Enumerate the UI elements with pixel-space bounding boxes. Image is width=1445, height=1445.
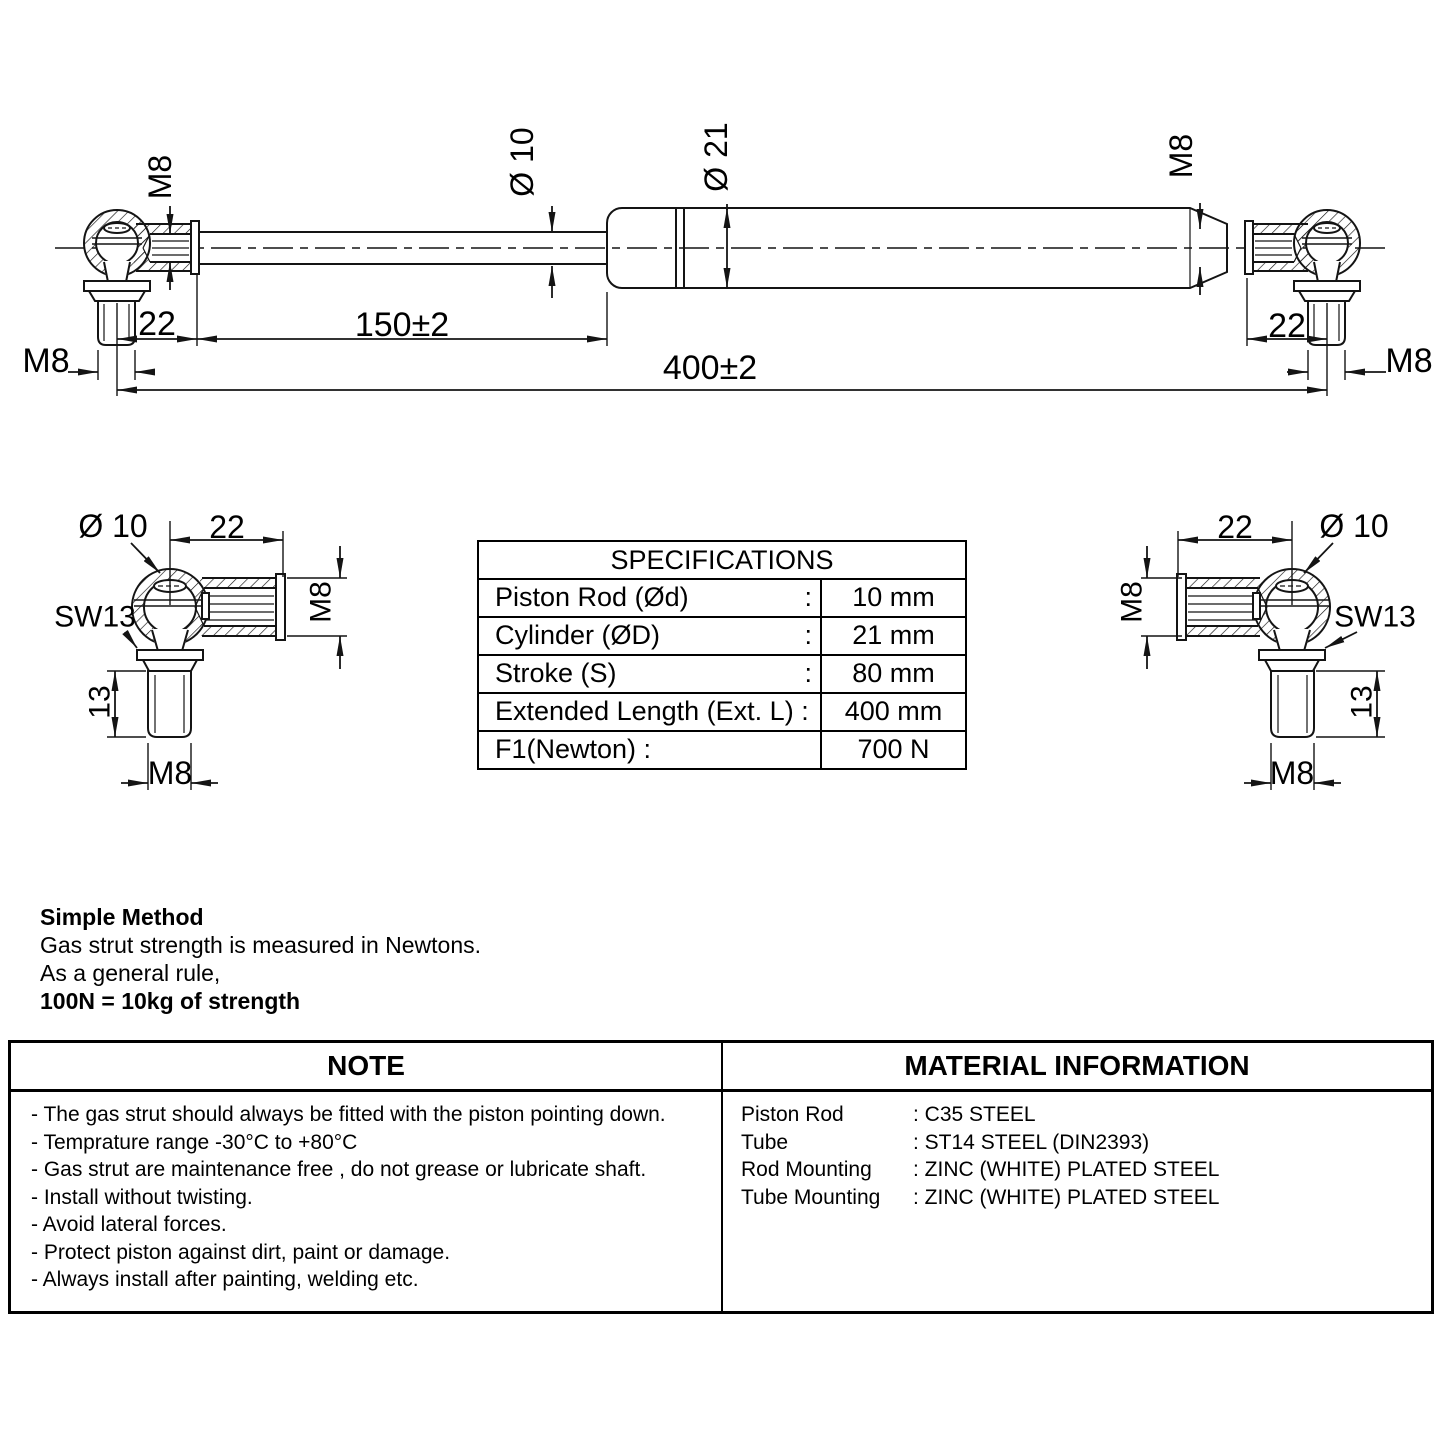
note-item: - Avoid lateral forces. (31, 1213, 227, 1236)
spec-value: 700 N (857, 734, 930, 764)
note-item: - Temprature range -30°C to +80°C (31, 1130, 358, 1154)
material-value: : ST14 STEEL (DIN2393) (913, 1130, 1150, 1154)
method-line: Gas strut strength is measured in Newtons. (40, 932, 482, 958)
material-row (741, 1184, 1425, 1212)
spec-row-cylinder (479, 616, 965, 654)
dim-label-left-stud-thread: M8 (22, 342, 70, 380)
material-name: Tube (741, 1130, 789, 1154)
right-detail-width-label: 22 (1217, 509, 1253, 545)
spec-row-extended-length (479, 692, 965, 730)
method-line: As a general rule, (40, 960, 221, 986)
material-name: Tube Mounting (741, 1185, 881, 1209)
main-strut-drawing (22, 122, 1432, 396)
spec-label: Cylinder (ØD) (495, 620, 661, 650)
dim-label-left-offset: 22 (138, 305, 176, 343)
note-material-table (8, 1040, 1434, 1314)
spec-label: Stroke (S) (495, 658, 617, 688)
note-header: NOTE (11, 1043, 723, 1089)
method-rule: 100N = 10kg of strength (40, 988, 301, 1014)
left-detail-width-label: 22 (209, 509, 245, 545)
dim-label-total-length: 400±2 (662, 349, 758, 387)
spec-label: Piston Rod (Ød) (495, 582, 689, 612)
right-detail-ball-dia-label: Ø 10 (1319, 508, 1389, 544)
spec-value: 10 mm (852, 582, 935, 612)
left-detail-socket-thread-label: M8 (304, 581, 338, 623)
right-detail-socket-thread-label: M8 (1115, 581, 1149, 623)
dim-label-rod-diameter: Ø 10 (504, 127, 540, 197)
spec-value: 21 mm (852, 620, 935, 650)
material-row (741, 1156, 1425, 1184)
material-row (741, 1129, 1425, 1157)
spec-row-piston-rod (479, 578, 965, 616)
right-detail-stud-length-label: 13 (1345, 685, 1379, 719)
left-detail-hex-label: SW13 (54, 600, 136, 634)
dim-label-cylinder-diameter: Ø 21 (698, 122, 734, 192)
material-name: Piston Rod (741, 1103, 844, 1126)
left-ball-socket-detail (54, 508, 347, 791)
material-value: : ZINC (WHITE) PLATED STEEL (913, 1185, 1220, 1209)
left-detail-stud-thread-label: M8 (147, 755, 193, 791)
dim-label-right-stud-thread: M8 (1385, 342, 1433, 380)
material-value: : ZINC (WHITE) PLATED STEEL (913, 1158, 1220, 1181)
material-list (723, 1092, 1431, 1311)
spec-colon: : (804, 658, 812, 688)
note-item: - Always install after painting, welding etc. (31, 1268, 419, 1291)
material-row (741, 1101, 1425, 1129)
material-name: Rod Mounting (741, 1158, 872, 1181)
spec-table-title: SPECIFICATIONS (610, 545, 834, 575)
dim-label-tube-thread: M8 (1163, 133, 1199, 179)
dim-label-rod-thread: M8 (142, 154, 178, 200)
left-detail-stud-length-label: 13 (83, 685, 117, 719)
left-detail-ball-dia-label: Ø 10 (78, 508, 148, 544)
spec-label: Extended Length (Ext. L) : (495, 696, 809, 726)
material-value: : C35 STEEL (913, 1103, 1036, 1126)
spec-row-stroke (479, 654, 965, 692)
dim-label-rod-extension: 150±2 (354, 306, 450, 344)
note-item: - The gas strut should always be fitted with the piston pointing down. (31, 1103, 666, 1126)
right-ball-socket-detail (1116, 508, 1416, 791)
spec-row-force (479, 730, 965, 768)
spec-colon: : (804, 620, 812, 650)
material-header: MATERIAL INFORMATION (904, 1050, 1250, 1081)
spec-value: 400 mm (844, 696, 943, 726)
right-detail-hex-label: SW13 (1334, 600, 1416, 634)
dim-label-right-offset: 22 (1268, 307, 1306, 345)
note-list (11, 1092, 723, 1311)
spec-label: F1(Newton) : (495, 734, 652, 764)
note-item: - Protect piston against dirt, paint or damage. (31, 1240, 451, 1264)
note-item: - Install without twisting. (31, 1185, 253, 1209)
spec-value: 80 mm (852, 658, 935, 688)
method-title: Simple Method (40, 904, 204, 930)
specifications-table (477, 540, 967, 770)
simple-method-note (40, 903, 481, 1015)
note-item: - Gas strut are maintenance free , do not grease or lubricate shaft. (31, 1158, 647, 1181)
spec-colon: : (804, 582, 812, 612)
right-detail-stud-thread-label: M8 (1269, 755, 1315, 791)
